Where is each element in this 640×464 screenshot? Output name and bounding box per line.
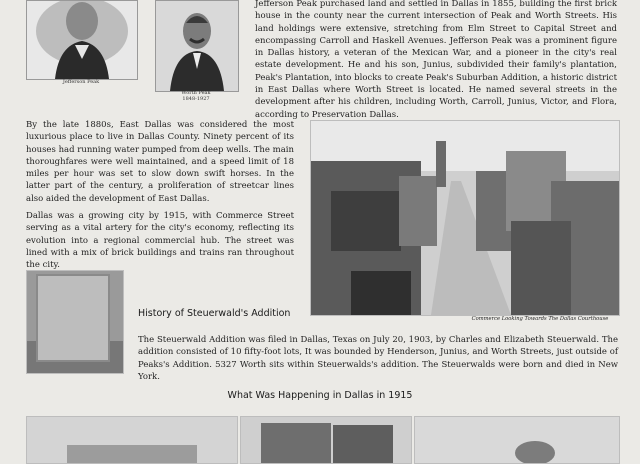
commerce-paragraph: Dallas was a growing city by 1915, with Commerce Street serving as a vital artery for the city's economy, reflecting its evolution into a regional commercial hub. The street was lined with a mix of brick buildings and trains ran throughout the city. — [26, 211, 294, 271]
bottom-photo-right — [414, 416, 620, 464]
worth-peak-caption-years: 1848-1927 — [182, 95, 210, 102]
building-photo-left — [27, 417, 237, 463]
building-photo-middle — [241, 417, 411, 463]
worth-peak-caption — [155, 91, 237, 103]
east-dallas-paragraph: By the late 1880s, East Dallas was considered the most luxurious place to live in Dallas County. Ninety percent of its houses had running water pumped from deep wells. The main thoroughfares were well maintained, and a speed limit of 18 miles per hour was set to slow down swift horses. In the latter part of the century, a proliferation of streetcar lines also aided the development of East Dallas. — [26, 120, 294, 204]
bottom-photo-left — [26, 416, 238, 464]
worth-peak-caption-name: Worth Peak — [181, 90, 211, 96]
worth-peak-photo — [156, 1, 238, 91]
commerce-street-photo — [310, 120, 620, 316]
worth-peak-portrait — [155, 0, 239, 92]
city-skyline-photo — [311, 121, 619, 315]
steuerwald-paragraph: The Steuerwald Addition was filed in Dallas, Texas on July 20, 1903, by Charles and Elizabeth Steuerwald. The addition consisted of 10 fifty-foot lots, It was bounded by Henderson, Junius, and Worth Streets, just outside of Peaks's Addition. 5327 Worth sits within Steuerwalds's addition. The Steuerwalds were born and died in New York. — [138, 335, 618, 382]
steuerwald-heading: History of Steuerwald's Addition — [138, 308, 291, 319]
building-photo-right — [415, 417, 619, 463]
jefferson-peak-photo — [27, 1, 137, 79]
jefferson-peak-caption: Jefferson Peak — [62, 79, 100, 85]
jefferson-peak-portrait — [26, 0, 138, 80]
monument-stone-photo — [27, 271, 123, 373]
steuerwald-monument-photo — [26, 270, 124, 374]
intro-paragraph: Jefferson Peak purchased land and settled in Dallas in 1855, building the first brick house in the county near the current intersection of Peak and Worth Streets. His land holdings were extensive, stretching from Elm Street to Capital Street and encompassing Carroll and Haskell Avenues. Jefferson Peak was a prominent figure in Dallas history, a veteran of the Mexican War, and a pioneer in the city's real estate development. He and his son, Junius, subdivided their family's plantation, Peak's Plantation, into blocks to create Peak's Suburban Addition, a historic district in East Dallas where Worth Street is located. He named several streets in the development after his children, including Worth, Carroll, Junius, Victor, and Flora, according to Preservation Dallas. — [255, 0, 617, 120]
city-photo-caption: Commerce Looking Towards The Dallas Courthouse — [471, 316, 609, 322]
section-1915-heading: What Was Happening in Dallas in 1915 — [227, 390, 413, 401]
bottom-photo-middle — [240, 416, 412, 464]
